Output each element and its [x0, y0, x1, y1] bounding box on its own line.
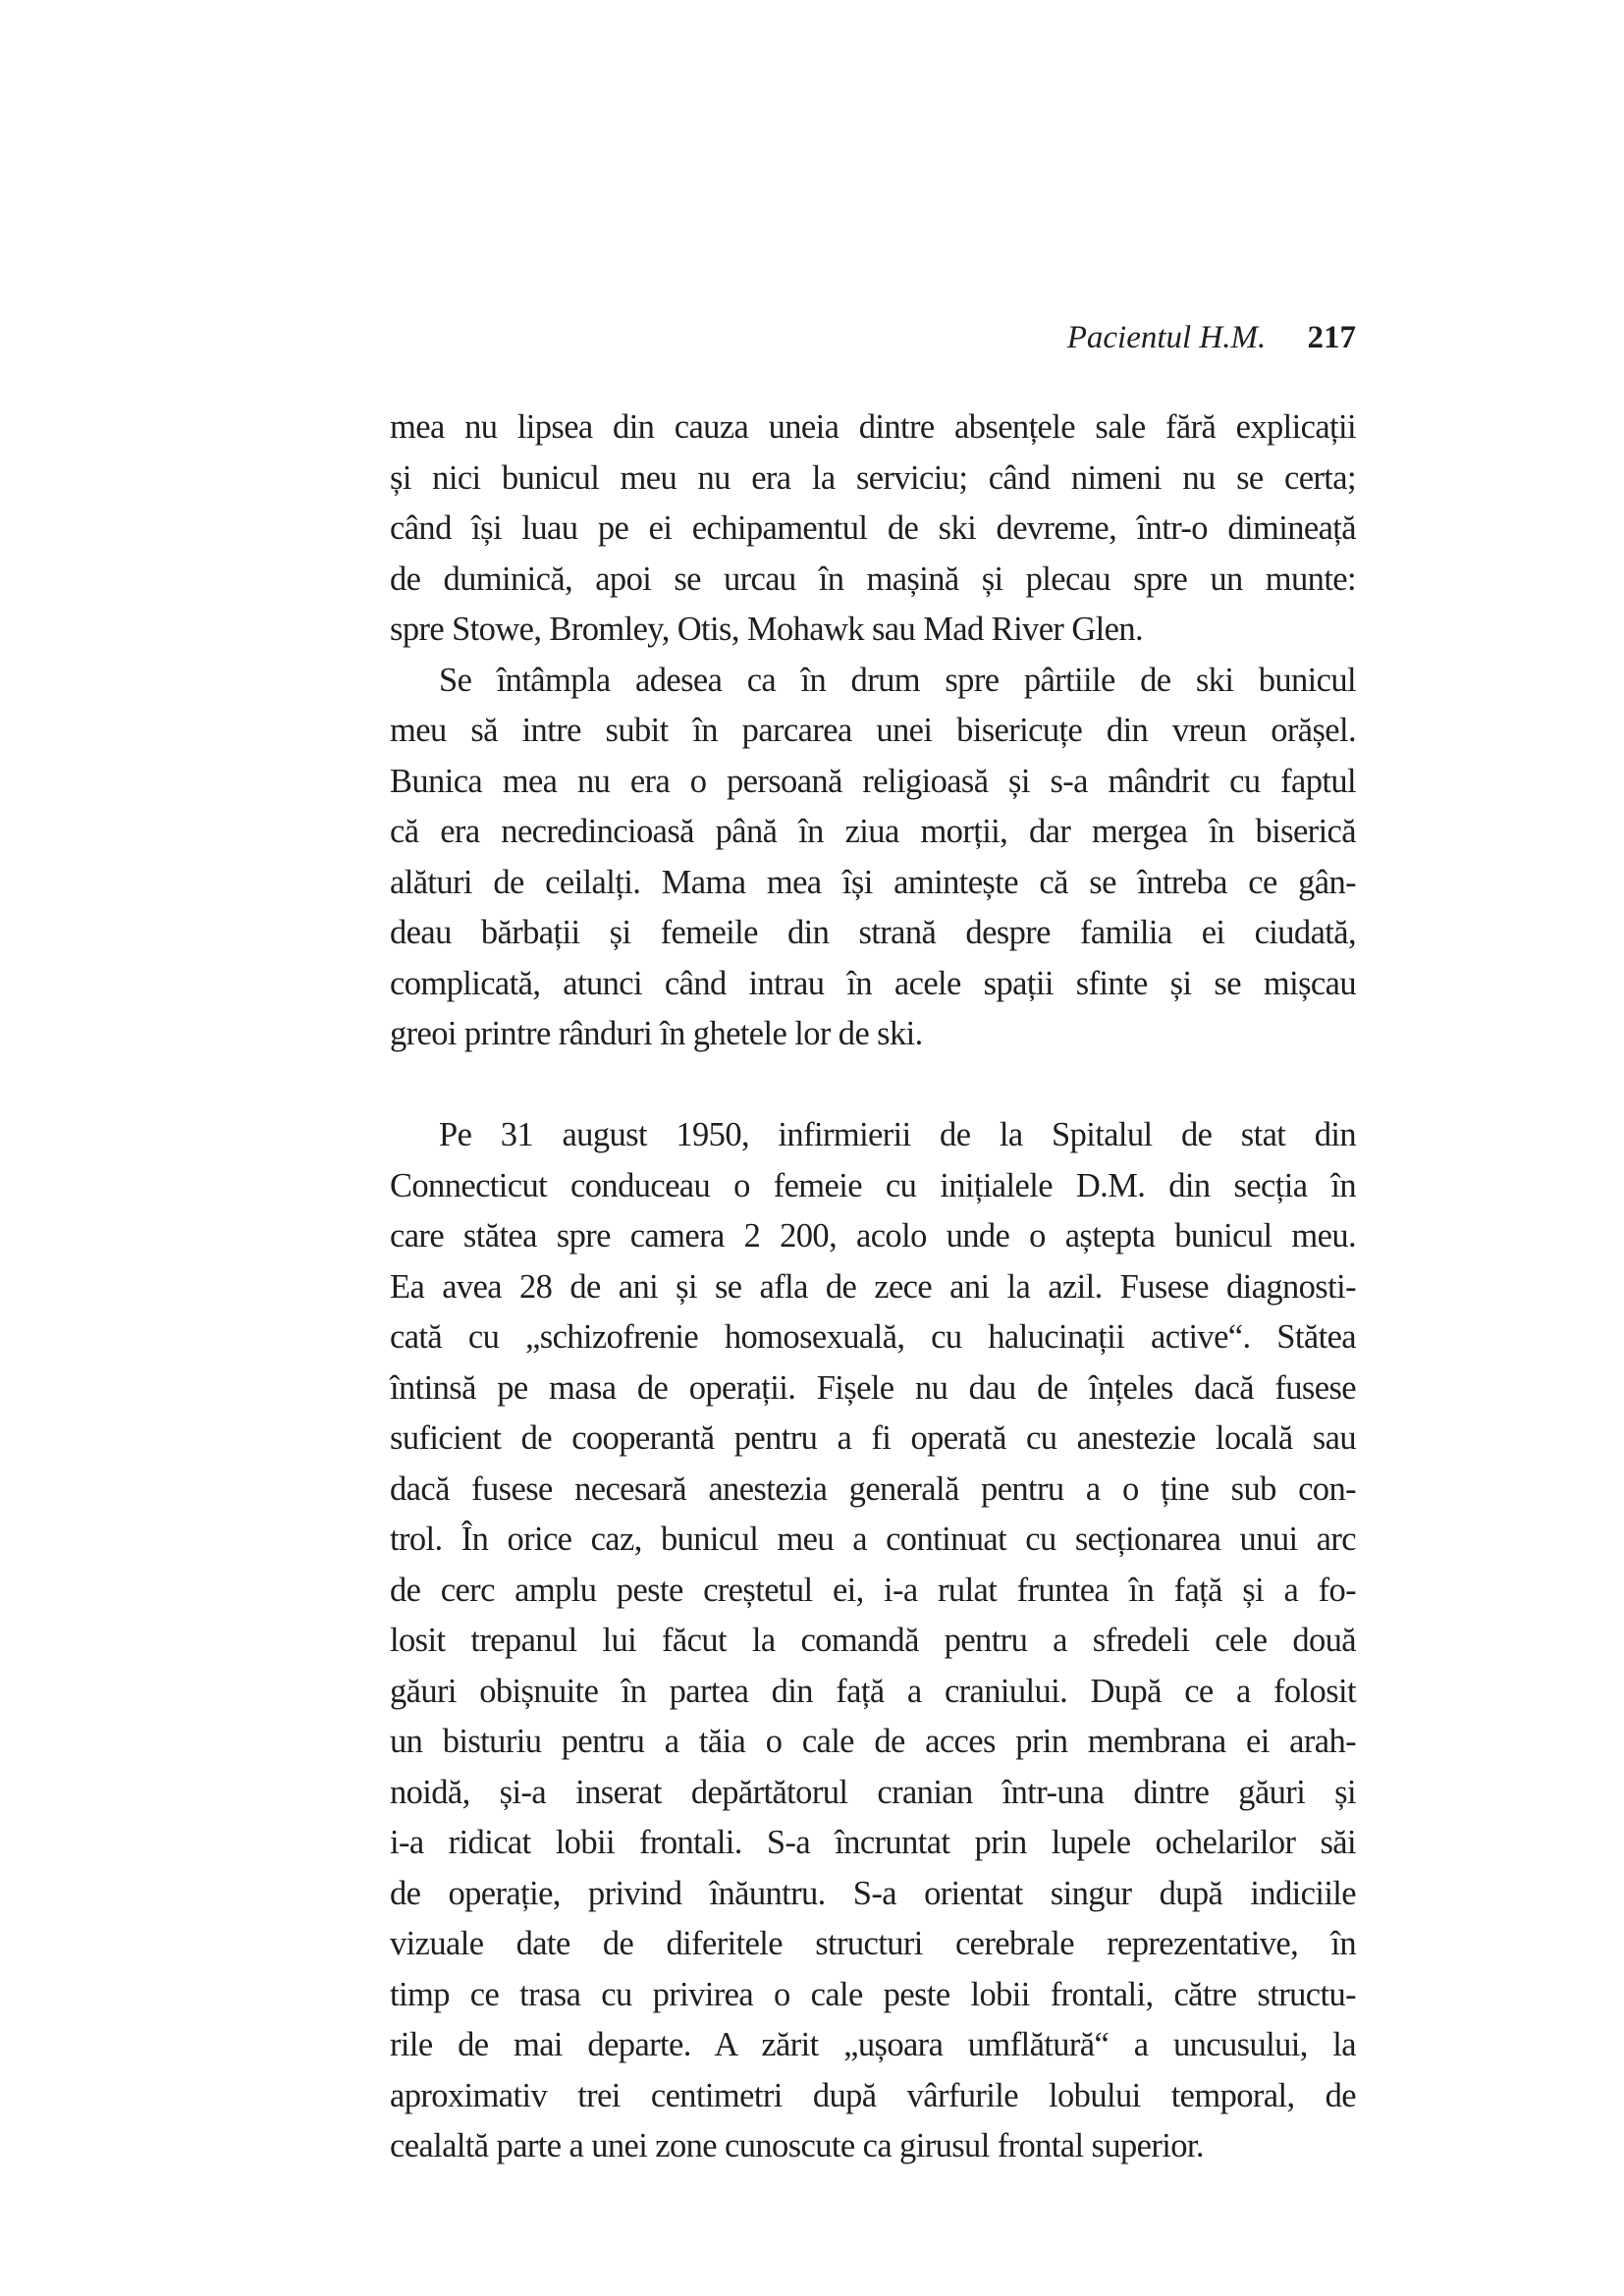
text-line: cată cu „schizofrenie homosexuală, cu halucinații active“. Stătea: [390, 1318, 1356, 1356]
text-line: de duminică, apoi se urcau în mașină și plecau spre un munte:: [390, 560, 1356, 598]
text-line: i-a ridicat lobii frontali. S-a încruntat prin lupele ochelarilor săi: [390, 1824, 1356, 1861]
text-line: deau bărbații și femeile din strană despre familia ei ciudată,: [390, 914, 1356, 951]
text-line: mea nu lipsea din cauza uneia dintre absențele sale fără explicații: [390, 408, 1356, 446]
text-line: de cerc amplu peste creștetul ei, i-a rulat fruntea în față și a fo-: [390, 1571, 1356, 1609]
text-line: Ea avea 28 de ani și se afla de zece ani la azil. Fusese diagnosti-: [390, 1267, 1356, 1306]
section-break: [390, 1060, 1356, 1111]
text-line: suficient de cooperantă pentru a fi operată cu anestezie locală sau: [390, 1419, 1356, 1457]
text-line: Bunica mea nu era o persoană religioasă și s-a mândrit cu faptul: [390, 762, 1356, 800]
text-line: de operație, privind înăuntru. S-a orientat singur după indiciile: [390, 1874, 1356, 1912]
page-number: 217: [1307, 320, 1356, 355]
text-line: timp ce trasa cu privirea o cale peste lobii frontali, către structu-: [390, 1975, 1356, 2013]
text-line: vizuale date de diferitele structuri cerebrale reprezentative, în: [390, 1925, 1356, 1962]
text-line: Connecticut conduceau o femeie cu inițialele D.M. din secția în: [390, 1166, 1356, 1204]
text-line: Pe 31 august 1950, infirmierii de la Spitalul de stat din: [439, 1116, 1356, 1153]
text-line: când își luau pe ei echipamentul de ski devreme, într-o dimineață: [390, 509, 1356, 547]
paragraph: [390, 1110, 1356, 2172]
paragraph: [390, 656, 1356, 1060]
text-line: losit trepanul lui făcut la comandă pentru a sfredeli cele două: [390, 1622, 1356, 1659]
text-line: Se întâmpla adesea ca în drum spre pârtiile de ski bunicul: [439, 661, 1356, 699]
text-line: rile de mai departe. A zărit „ușoara umflătură“ a uncusului, la: [390, 2026, 1356, 2063]
text-line: dacă fusese necesară anestezia generală pentru a o ține sub con-: [390, 1469, 1356, 1508]
text-line: că era necredincioasă până în ziua morții, dar mergea în biserică: [390, 813, 1356, 850]
text-line: întinsă pe masa de operații. Fișele nu dau de înțeles dacă fusese: [390, 1368, 1356, 1407]
body-text: [390, 402, 1356, 2172]
text-line: meu să intre subit în parcarea unei bisericuțe din vreun orășel.: [390, 712, 1356, 749]
text-line: alături de ceilalți. Mama mea își amintește că se întreba ce gân-: [390, 863, 1356, 901]
text-line: noidă, și-a inserat depărtătorul cranian într-una dintre găuri și: [390, 1773, 1356, 1811]
text-line: spre Stowe, Bromley, Otis, Mohawk sau Mad River Glen.: [390, 611, 1144, 648]
text-line: cealaltă parte a unei zone cunoscute ca girusul frontal superior.: [390, 2127, 1204, 2164]
text-line: trol. În orice caz, bunicul meu a continuat cu secționarea unui arc: [390, 1521, 1356, 1558]
text-line: greoi printre rânduri în ghetele lor de ski.: [390, 1015, 923, 1052]
text-line: complicată, atunci când intrau în acele spații sfinte și se mișcau: [390, 964, 1356, 1002]
running-head: [390, 316, 1356, 359]
text-line: găuri obișnuite în partea din față a craniului. După ce a folosit: [390, 1672, 1356, 1710]
paragraph: [390, 402, 1356, 656]
running-head-title: Pacientul H.M.: [1066, 320, 1267, 355]
text-line: un bisturiu pentru a tăia o cale de acces prin membrana ei arah-: [390, 1723, 1356, 1760]
text-line: aproximativ trei centimetri după vârfurile lobului temporal, de: [390, 2076, 1356, 2114]
text-line: și nici bunicul meu nu era la serviciu; când nimeni nu se certa;: [390, 458, 1356, 497]
text-line: care stătea spre camera 2 200, acolo unde o aștepta bunicul meu.: [390, 1217, 1356, 1255]
